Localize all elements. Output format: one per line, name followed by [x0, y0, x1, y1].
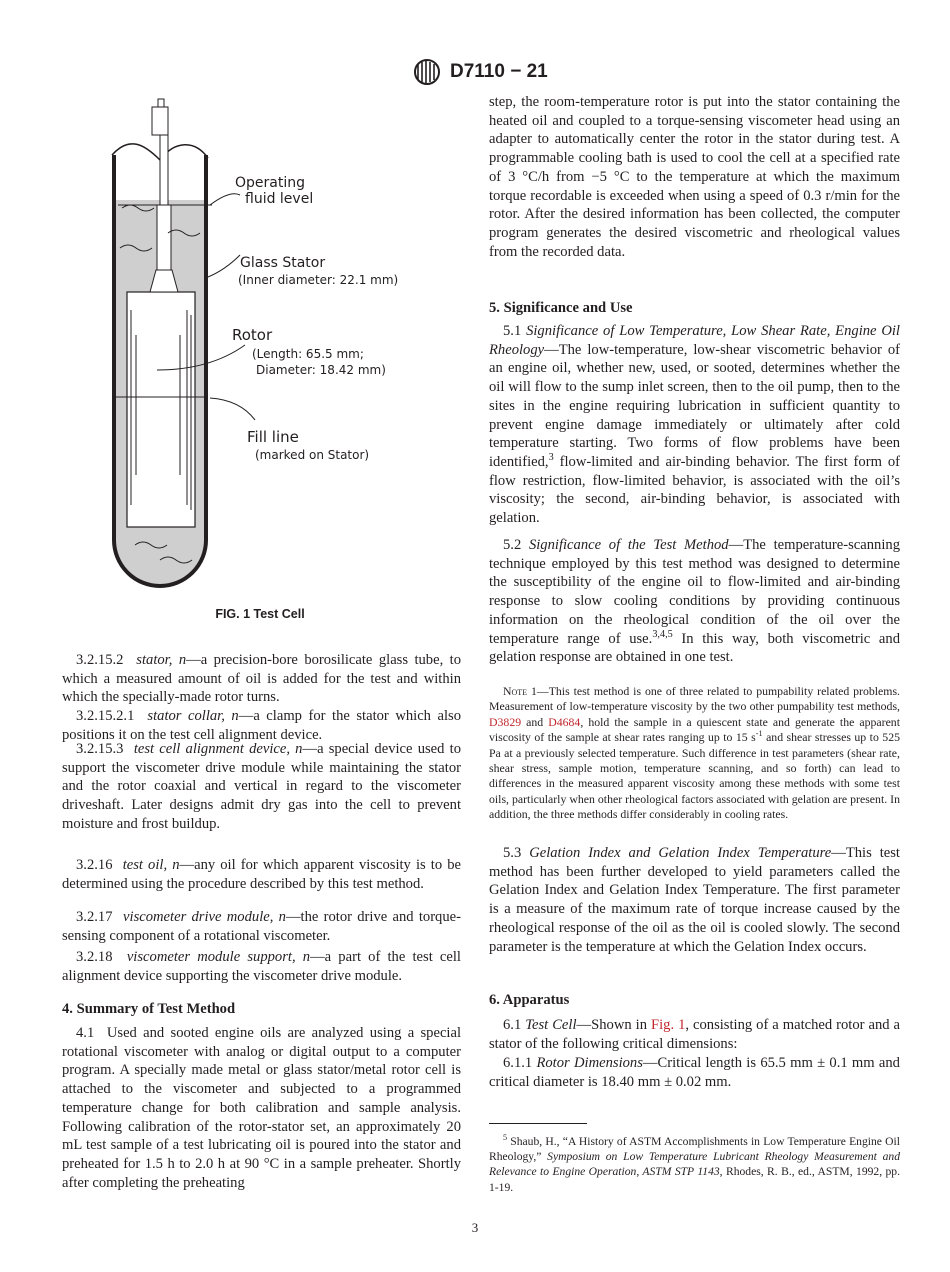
def-alignment-device: 3.2.15.3 test cell alignment device, n—a special device used to support the viscometer drive module while maintaining the stator and the rotor coaxial and vertical in regard to the viscometer driveshaft. Later designs admit dry gas into the cell to prevent moisture and frost buildup. — [62, 741, 461, 832]
para-5-2: 5.2 Significance of the Test Method—The temperature-scanning technique employed by this test method was designed to determine the susceptibility of the engine oil to flow-limited and air-binding response to slow cooling conditions by providing continuous information on the rheological condition of the oil over the temperature range of use.$^{3,4,5}$ In this way, both viscometric and gelation response are obtained in one test. — [489, 537, 901, 666]
def-test-oil: 3.2.16 test oil, n—any oil for which apparent viscosity is to be determined using the procedure described by this test method. — [62, 857, 462, 892]
para-4-1: 4.1 Used and sooted engine oils are analyzed using a special rotational viscometer with analog or digital output to a computer program. A specially made metal or glass stator/metal rotor cell is attached to the viscometer and subjected to a programmed temperature change for both calibration and sample analysis. Following calibration of the rotor-stator set, an approximately 20 mL test sample of a test lubricating oil is poured into the stator and preheated for 1.5 h to 2.0 h at 90 °C in a sample preheater. Shortly after completing the preheating — [62, 1025, 462, 1191]
figure-caption: FIG. 1 Test Cell — [215, 607, 305, 621]
label-fluid-level: fluid level — [245, 191, 314, 207]
note-1: Note 1—This test method is one of three related to pumpability related problems. Measurement of low-temperature viscosity by the two other pumpability test methods, D3829 and D4684, hold the sample in a quiescent state and generate the apparent viscosity of the sample at shear rates ranging up to 15 $s^{-1}$ and shear stresses up to 525 Pa at a previously selected temperature. Such difference in test parameters (shear rate, shear stress, sample motion, temperature scanning, and so forth) can lead to differences in the measured apparent viscosity among these methods with some test oils, particularly when other rheological factors associated with gelation are present. In addition, the three methods differ considerably in cooling rates. — [489, 684, 900, 822]
footnote-divider — [489, 1123, 587, 1124]
label-fill-line-note: (marked on Stator) — [255, 448, 370, 462]
section-6-heading: 6. Apparatus — [489, 992, 570, 1008]
para-6-1-1: 6.1.1 Rotor Dimensions—Critical length is 65.5 mm ± 0.1 mm and critical diameter is 18.40 mm ± 0.02 mm. — [489, 1055, 900, 1090]
label-rotor-length: (Length: 65.5 mm; — [252, 347, 364, 361]
link-d4684[interactable]: D4684 — [548, 714, 581, 729]
label-rotor: Rotor — [232, 326, 273, 344]
page-header — [410, 58, 548, 86]
label-fill-line: Fill line — [247, 428, 299, 446]
def-drive-module: 3.2.17 viscometer drive module, n—the rotor drive and torque-sensing component of a rotational viscometer. — [62, 909, 461, 944]
footnote-5: $^5$ Shaub, H., “A History of ASTM Accomplishments in Low Temperature Engine Oil Rheology,” Symposium on Low Temperature Lubricant Rheology Measurement and Relevance to Engine Operation, ASTM STP 1143, Rhodes, R. B., ed., ASTM, 1992, pp. 1-19. — [489, 1133, 901, 1194]
section-4-heading: 4. Summary of Test Method — [62, 1001, 236, 1017]
def-stator: 3.2.15.2 stator, n—a precision-bore borosilicate glass tube, to which a measured amount of oil is added for the test and within which the specially-made rotor turns. — [62, 652, 462, 706]
label-operating: Operating — [235, 175, 305, 191]
label-stator-diameter: (Inner diameter: 22.1 mm) — [238, 273, 399, 287]
para-continued: step, the room-temperature rotor is put into the stator containing the heated oil and coupled to a torque-sensing viscometer head using an adapter to automatically center the rotor in the stator during test. A programmable cooling bath is used to cool the cell at a specified rate of 3 °C/h from −5 °C to the temperature at which the maximum torque recordable is exceeded when using a speed of 0.3 r/min for the rotor. After the desired information has been collected, the computer program generates the desired viscometric and rheological values from the recorded data. — [489, 94, 900, 260]
def-stator-collar: 3.2.15.2.1 stator collar, n—a clamp for the stator which also positions it on the test cell alignment device. — [62, 708, 462, 743]
para-5-1: 5.1 Significance of Low Temperature, Low Shear Rate, Engine Oil Rheology—The low-temperature, low-shear viscometric behavior of an engine oil, whether new, used, or sooted, determines whether the oil will flow to the sump inlet screen, then to the oil pump, then to the sites in the engine requiring lubrication in sufficient quantity to prevent engine damage immediately or ultimately after cold temperature starting. Two forms of flow problems have been identified,$^3$ flow-limited and air-binding behavior. The first form of flow restriction, flow-limited behavior, is associated with the oil’s viscosity; the second, air-binding behavior, is associated with gelation. — [489, 323, 900, 527]
label-rotor-diameter: Diameter: 18.42 mm) — [256, 363, 386, 377]
label-glass-stator: Glass Stator — [240, 255, 326, 271]
link-d3829[interactable]: D3829 — [489, 714, 522, 729]
link-fig-1[interactable]: Fig. 1 — [650, 1017, 686, 1033]
def-module-support: 3.2.18 viscometer module support, n—a part of the test cell alignment device supporting the viscometer drive module. — [62, 949, 461, 984]
astm-logo-icon — [410, 58, 444, 86]
document-code: D7110 − 21 — [450, 61, 548, 82]
para-5-3: 5.3 Gelation Index and Gelation Index Temperature—This test method has been further developed to yield parameters called the Gelation Index and Gelation Index Temperature. The first parameter is a measure of the maximum rate of torque increase caused by the rheological response of the oil as the oil is cooled slowly. The second parameter is the temperature at which the Gelation Index occurs. — [489, 845, 900, 955]
page-number: 3 — [471, 1220, 479, 1235]
section-5-heading: 5. Significance and Use — [489, 300, 633, 316]
para-6-1: 6.1 Test Cell—Shown in Fig. 1, consisting of a matched rotor and a stator of the following critical dimensions: — [489, 1017, 901, 1052]
test-cell-figure — [100, 90, 420, 605]
